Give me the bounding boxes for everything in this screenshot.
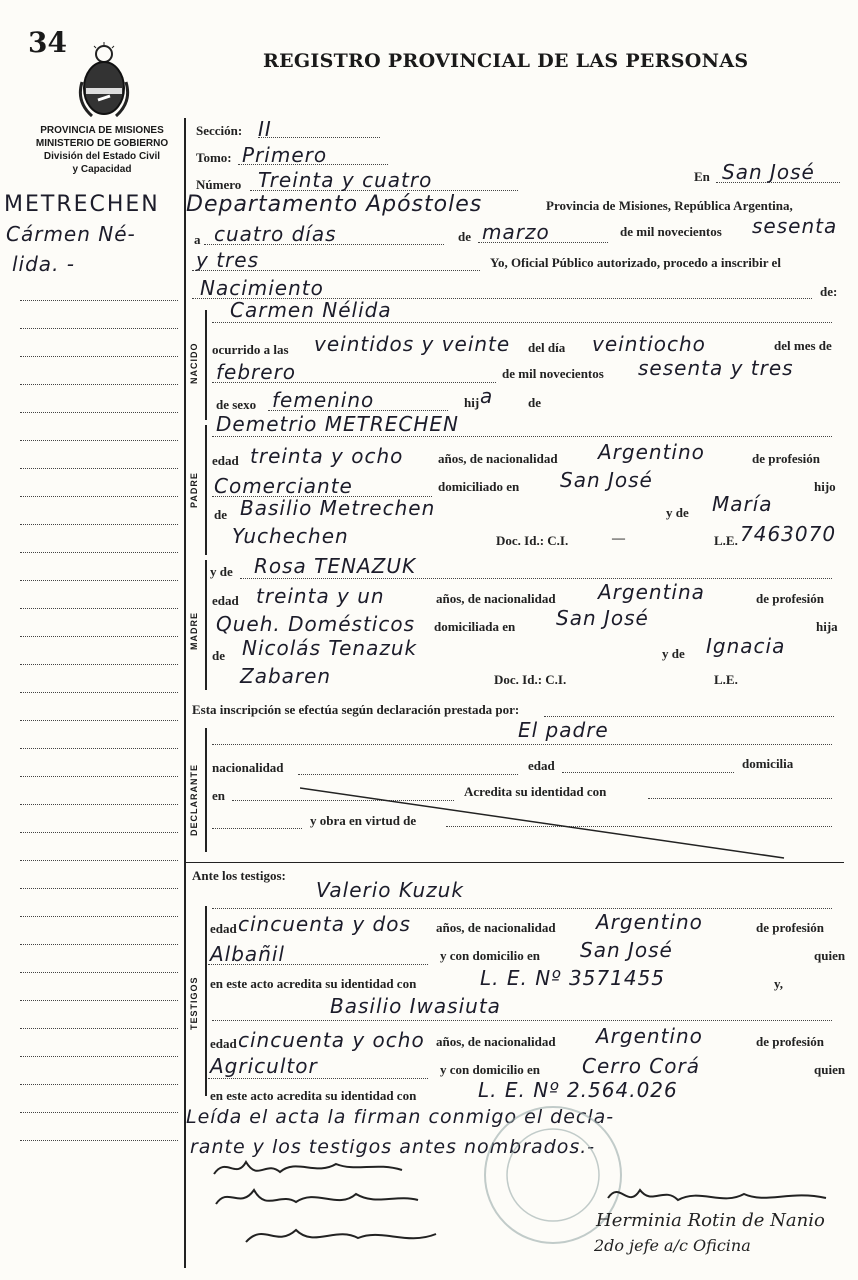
nacionalidad-value: Argentina (598, 580, 705, 604)
padre-madre-apellido: Yuchechen (232, 524, 349, 548)
t1-quien-label: quien (814, 948, 846, 963)
t1-prof: Albañil (210, 942, 285, 966)
anio-value-cont: y tres (196, 248, 259, 272)
t2-profesion-label: de profesión (756, 1034, 825, 1049)
acto-value: Nacimiento (200, 276, 324, 300)
hora-value: veintidos y veinte (314, 332, 511, 356)
declarante-value: El padre (518, 718, 609, 742)
t2-doc: L. E. Nº 2.564.026 (478, 1078, 678, 1102)
cancel-stroke (300, 786, 786, 860)
de-label: de (214, 507, 227, 522)
t2-edad: cincuenta y ocho (238, 1028, 425, 1052)
authority-block (22, 124, 182, 176)
authority-line: División del Estado Civil (43, 151, 161, 162)
domicilio-label: domicilia (742, 756, 794, 771)
de-label: de (528, 395, 541, 410)
domiciliado-label: domiciliado en (438, 479, 520, 494)
page-number: 34 (28, 26, 67, 59)
provincia-text: Provincia de Misiones, República Argentina, (546, 198, 793, 213)
en-label: En (694, 169, 710, 184)
t2-nombre: Basilio Iwasiuta (330, 994, 501, 1018)
t1-y-label: y, (774, 976, 784, 991)
de-mil-label: de mil novecientos (620, 224, 722, 239)
de-label: de (458, 229, 471, 244)
anio-value: sesenta y tres (638, 356, 794, 380)
doc-dash: — (612, 530, 625, 545)
profesion-label: de profesión (756, 591, 825, 606)
tomo-label: Tomo: (196, 150, 232, 165)
de-mil-label: de mil novecientos (502, 366, 604, 381)
madre-nombre: Rosa TENAZUK (254, 554, 417, 578)
y-de: y de (210, 564, 233, 579)
edad-value: treinta y un (256, 584, 385, 608)
t2-edad-label: edad (210, 1036, 237, 1051)
madre-madre: Ignacia (706, 634, 786, 658)
doc-label: Doc. Id.: C.I. (494, 672, 567, 687)
testigos-bracket (205, 906, 207, 1096)
del-dia-label: del día (528, 340, 566, 355)
t2-quien-label: quien (814, 1062, 846, 1077)
signature-left (206, 1150, 446, 1260)
margin-divider (184, 118, 186, 1268)
authority-line: y Capacidad (72, 164, 132, 175)
profesion-label: de profesión (752, 451, 821, 466)
nacido-nombre: Carmen Nélida (230, 298, 392, 322)
t1-domicilio-label: y con domicilio en (440, 948, 541, 963)
en-label: en (212, 788, 225, 803)
tomo-value: Primero (242, 143, 328, 167)
coat-of-arms-icon (78, 42, 130, 120)
domicilio-value: San José (556, 606, 649, 630)
anios-label: años, de nacionalidad (436, 591, 556, 606)
madre-bracket (205, 560, 207, 690)
en-value: San José (722, 160, 815, 184)
dia-value: veintiocho (592, 332, 706, 356)
t1-dom: San José (580, 938, 673, 962)
t1-anios-label: años, de nacionalidad (436, 920, 556, 935)
hija-label: hija (816, 619, 838, 634)
numero-value: Treinta y cuatro (258, 168, 433, 192)
t2-domicilio-label: y con domicilio en (440, 1062, 541, 1077)
margin-names: Cármen Né- (6, 222, 136, 246)
le-label: L.E. (714, 533, 738, 548)
testigos-intro: Ante los testigos: (192, 868, 286, 883)
margin-names: lida. - (12, 252, 75, 276)
official-name: Herminia Rotin de Nanio (596, 1210, 825, 1231)
le-label: L.E. (714, 672, 738, 687)
t1-nac: Argentino (596, 910, 703, 934)
declarante-intro: Esta inscripción se efectúa según declaración prestada por: (192, 702, 520, 717)
seccion-value: II (258, 117, 272, 141)
de-label: de (212, 648, 225, 663)
nacionalidad-value: Argentino (598, 440, 705, 464)
closing-line: rante y los testigos antes nombrados.- (190, 1136, 596, 1158)
authority-line: MINISTERIO DE GOBIERNO (35, 138, 169, 149)
departamento-value: Departamento Apóstoles (186, 192, 483, 217)
a-label: a (194, 232, 201, 247)
y-de-label: y de (662, 646, 685, 661)
sexo-label: de sexo (216, 397, 257, 412)
seccion-label: Sección: (196, 123, 243, 138)
t1-profesion-label: de profesión (756, 920, 825, 935)
doc-label: Doc. Id.: C.I. (496, 533, 569, 548)
t1-nombre: Valerio Kuzuk (316, 878, 464, 902)
del-mes-label: del mes de (774, 338, 832, 353)
authority-line: PROVINCIA DE MISIONES (40, 125, 164, 136)
profesion-value: Queh. Domésticos (216, 612, 416, 636)
acredita-label: Acredita su identidad con (464, 784, 607, 799)
t1-acredita-label: en este acto acredita su identidad con (210, 976, 417, 991)
padre-bracket (205, 425, 207, 555)
padre-nombre: Demetrio METRECHEN (216, 412, 459, 436)
hij-value: a (480, 384, 494, 408)
de-colon: de: (820, 284, 838, 299)
nacido-label: NACIDO (189, 342, 199, 384)
domicilio-value: San José (560, 468, 653, 492)
official-title: 2do jefe a/c Oficina (594, 1236, 751, 1255)
virtud-label: y obra en virtud de (310, 813, 417, 828)
t2-acredita-label: en este acto acredita su identidad con (210, 1088, 417, 1103)
dia-value: cuatro días (214, 222, 337, 246)
anios-label: años, de nacionalidad (438, 451, 558, 466)
padre-madre: María (712, 492, 773, 516)
closing-line: Leída el acta la firman conmigo el decla- (186, 1106, 615, 1128)
padre-label: PADRE (189, 472, 199, 508)
le-value: 7463070 (740, 522, 837, 546)
page-title: REGISTRO PROVINCIAL DE LAS PERSONAS (263, 50, 749, 72)
t1-edad: cincuenta y dos (238, 912, 411, 936)
t2-prof: Agricultor (210, 1054, 318, 1078)
edad-label: edad (212, 453, 239, 468)
edad-label: edad (212, 593, 239, 608)
ocurrido-label: ocurrido a las (212, 342, 289, 357)
sexo-value: femenino (272, 388, 375, 412)
edad-value: treinta y ocho (250, 444, 404, 468)
nacido-bracket (205, 310, 207, 420)
numero-label: Número (196, 177, 242, 192)
anio-value: sesenta (752, 214, 838, 238)
mes-value: febrero (216, 360, 297, 384)
section-rule (184, 862, 844, 863)
hij-label: hij (464, 395, 480, 410)
declarante-bracket (205, 728, 207, 852)
t2-anios-label: años, de nacionalidad (436, 1034, 556, 1049)
t2-dom: Cerro Corá (582, 1054, 700, 1078)
domiciliada-label: domiciliada en (434, 619, 516, 634)
t1-doc: L. E. Nº 3571455 (480, 966, 666, 990)
t1-edad-label: edad (210, 921, 237, 936)
testigos-label: TESTIGOS (189, 976, 199, 1030)
y-de-label: y de (666, 505, 689, 520)
madre-madre-apellido: Zabaren (240, 664, 332, 688)
oficial-text: Yo, Oficial Público autorizado, procedo a inscribir el (490, 255, 781, 270)
madre-label: MADRE (189, 612, 199, 650)
mes-value: marzo (482, 220, 550, 244)
madre-padre: Nicolás Tenazuk (242, 636, 418, 660)
nacionalidad-label: nacionalidad (212, 760, 284, 775)
declarante-label: DECLARANTE (189, 764, 199, 836)
hijo-label: hijo (814, 479, 836, 494)
edad-label: edad (528, 758, 555, 773)
profesion-value: Comerciante (214, 474, 353, 498)
t2-nac: Argentino (596, 1024, 703, 1048)
padre-padre: Basilio Metrechen (240, 496, 436, 520)
margin-surname: METRECHEN (4, 192, 160, 217)
